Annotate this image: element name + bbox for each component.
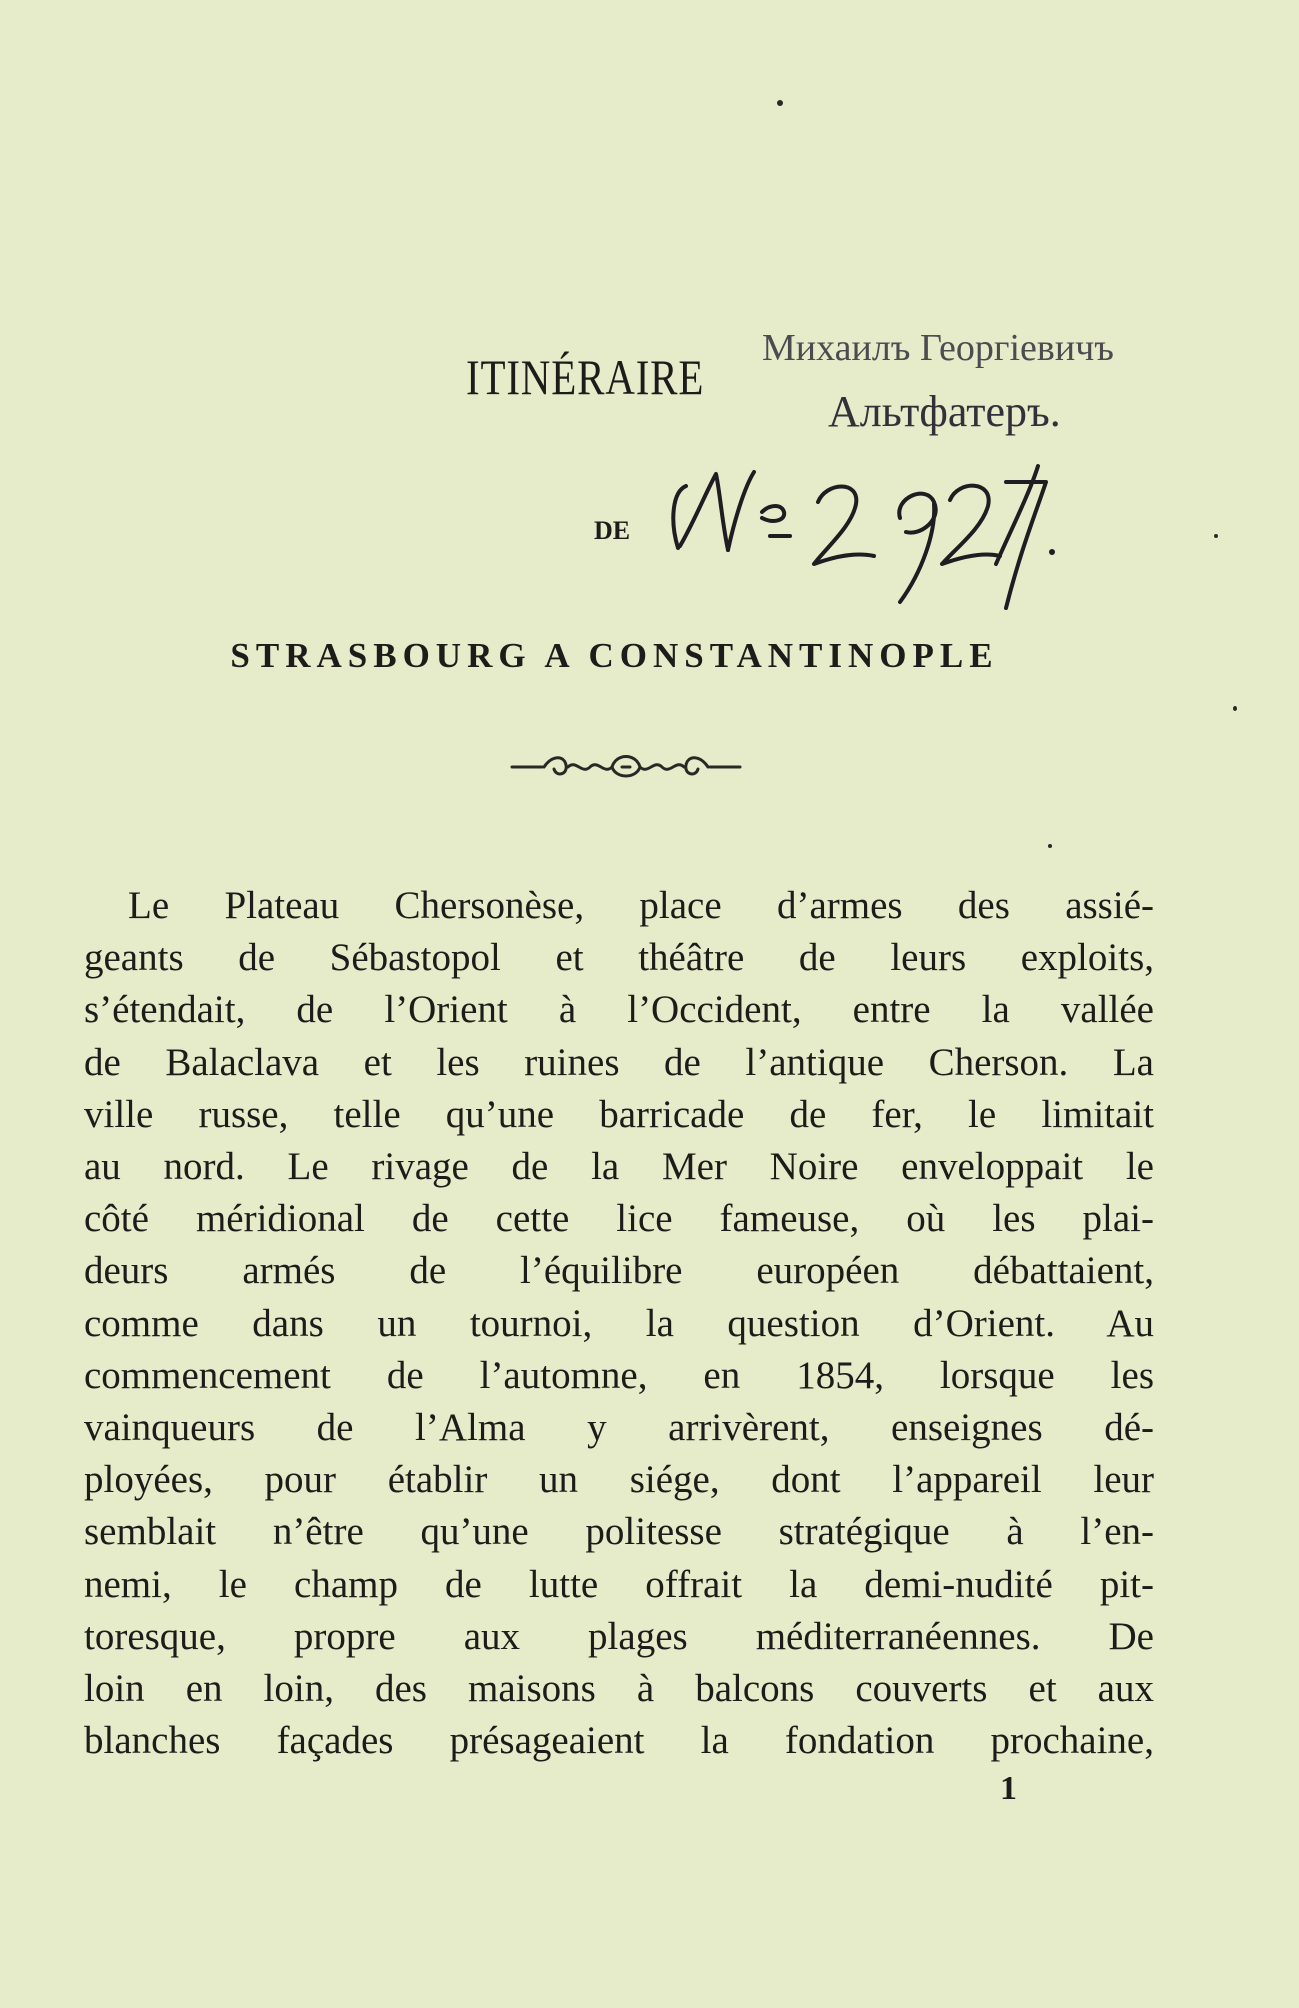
text-line: Le Plateau Chersonèse, place d’armes des assié- <box>128 884 1154 927</box>
text-line: toresque, propre aux plages méditerranéennes. De <box>84 1614 1154 1658</box>
text-line: ployées, pour établir un siége, dont l’appareil leur <box>84 1458 1154 1502</box>
text-line: commencement de l’automne, en 1854, lorsque les <box>84 1353 1154 1397</box>
svg-text:№ 2927.: № 2927. <box>650 452 654 453</box>
ornament-divider-icon <box>508 745 744 787</box>
text-line: semblait n’être qu’une politesse stratégique à l’en- <box>84 1510 1154 1554</box>
page-number: 1 <box>1000 1770 1017 1807</box>
ink-speck <box>1233 706 1237 711</box>
text-line: blanches façades présageaient la fondation prochaine, <box>84 1719 1154 1763</box>
text-line: au nord. Le rivage de la Mer Noire enveloppait le <box>84 1145 1154 1189</box>
text-line: s’étendait, de l’Orient à l’Occident, entre la vallée <box>84 988 1154 1032</box>
ink-speck <box>777 100 783 106</box>
route-title: STRASBOURG A CONSTANTINOPLE <box>230 636 999 675</box>
text-line: ville russe, telle qu’une barricade de fer, le limitait <box>84 1092 1154 1136</box>
text-line: vainqueurs de l’Alma y arrivèrent, enseignes dé- <box>84 1406 1154 1450</box>
text-line: geants de Sébastopol et théâtre de leurs exploits, <box>84 936 1154 980</box>
page-title: ITINÉRAIRE <box>466 349 705 405</box>
owner-stamp-line2: Альтфатеръ. <box>828 387 1061 436</box>
text-line: loin en loin, des maisons à balcons couverts et aux <box>84 1667 1154 1711</box>
text-line: comme dans un tournoi, la question d’Orient. Au <box>84 1301 1154 1345</box>
text-line: de Balaclava et les ruines de l’antique Cherson. La <box>84 1040 1154 1084</box>
handwritten-inventory-number <box>650 452 1070 622</box>
ink-speck <box>1048 844 1052 848</box>
text-line: côté méridional de cette lice fameuse, où les plai- <box>84 1197 1154 1241</box>
title-connector: DE <box>594 516 631 545</box>
ink-speck <box>1214 534 1218 538</box>
text-line: deurs armés de l’équilibre européen débattaient, <box>84 1249 1154 1293</box>
body-paragraph <box>84 880 1154 1767</box>
owner-stamp-line1: Михаилъ Георгіевичъ <box>762 327 1114 369</box>
text-line: nemi, le champ de lutte offrait la demi-nudité pit- <box>84 1562 1154 1606</box>
